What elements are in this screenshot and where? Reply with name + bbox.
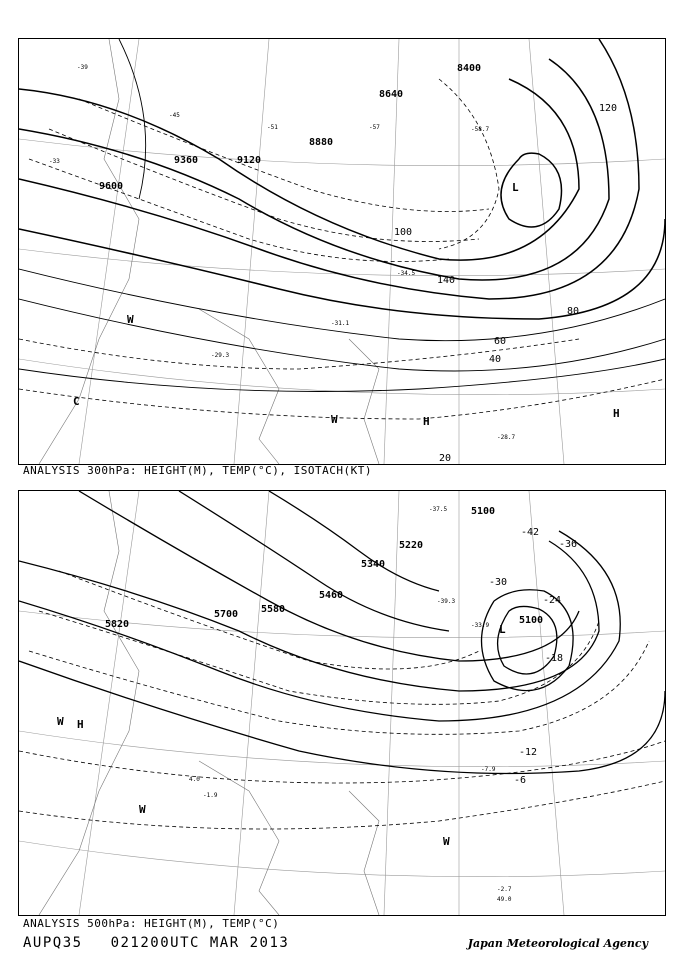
isotach-label: 100 [394,227,413,238]
temp-label: -51 [267,124,278,131]
high-marker: H [77,718,84,731]
station-label: -2.7 [497,886,512,893]
isotach-label: 40 [489,354,502,365]
analysis-500hpa-map [18,490,666,916]
caption-500hpa: ANALYSIS 500hPa: HEIGHT(M), TEMP(°C) [23,917,280,930]
height-label: 5100 [519,615,544,626]
height-label: 8880 [309,137,334,148]
isotach-lines [19,39,665,392]
station-label: -37.5 [429,506,448,513]
warm-marker: W [331,413,338,426]
station-labels [189,506,512,903]
temp-label: -39 [77,64,88,71]
height-label: 9360 [174,155,199,166]
height-label: 5100 [471,506,496,517]
isotherm-label: -24 [543,595,562,606]
isotherm-labels [489,527,577,786]
warm-marker: W [139,803,146,816]
station-label: -1.9 [203,792,218,799]
station-label: 49.0 [497,896,512,903]
height-label: 5460 [319,590,344,601]
height-label: 8640 [379,89,404,100]
height-label: 5340 [361,559,386,570]
chart-identifier [23,935,317,951]
agency-credit: Japan Meteorological Agency [467,937,648,950]
station-label: -33.9 [471,622,490,629]
temp-label: -29.3 [211,352,230,359]
height-label: 9120 [237,155,262,166]
cold-marker: C [73,395,80,408]
temp-labels [49,64,515,441]
height-label: 5580 [261,604,286,615]
isotach-label: 80 [567,306,580,317]
warm-marker: W [443,835,450,848]
high-marker: H [423,415,430,428]
height-label: 5820 [105,619,130,630]
isotherms [19,571,665,829]
graticule [19,39,665,464]
valid-time: 021200UTC MAR 2013 [110,935,290,951]
temp-label: -45 [169,112,180,119]
station-label: 4.0 [189,776,200,783]
height-label: 5220 [399,540,424,551]
temp-label: -57 [369,124,380,131]
height-label: 9600 [99,181,124,192]
height-label: 5700 [214,609,239,620]
height-label: 8400 [457,63,482,74]
low-marker: L [499,623,506,636]
temp-label: -34.5 [397,270,416,277]
temp-label: -33 [49,158,60,165]
system-markers [57,623,506,848]
isotherm-label: -42 [521,527,540,538]
station-label: -39.3 [437,598,456,605]
warm-marker: W [57,715,64,728]
isotherm-label: -36 [559,539,578,550]
high-marker: H [613,407,620,420]
isotach-label: 120 [599,103,618,114]
map-300-svg [19,39,665,464]
warm-marker: W [127,313,134,326]
temp-label: -31.1 [331,320,350,327]
station-label: -7.9 [481,766,496,773]
isotach-labels [394,103,617,464]
low-marker: L [512,181,519,194]
isotherm-label: -30 [489,577,508,588]
analysis-300hpa-map [18,38,666,465]
chart-code: AUPQ35 [23,935,83,951]
isotherm-label: -12 [519,747,538,758]
isotherm-label: -6 [514,775,527,786]
caption-300hpa: ANALYSIS 300hPa: HEIGHT(M), TEMP(°C), ISOTACH(KT) [23,464,373,477]
isotach-label: 140 [437,275,456,286]
isotherm-label: -18 [545,653,564,664]
height-labels [105,506,543,630]
temp-label: -58.7 [471,126,490,133]
isotach-label: 60 [494,336,507,347]
temp-label: -28.7 [497,434,516,441]
isotach-label: 20 [439,453,452,464]
map-500-svg [19,491,665,915]
